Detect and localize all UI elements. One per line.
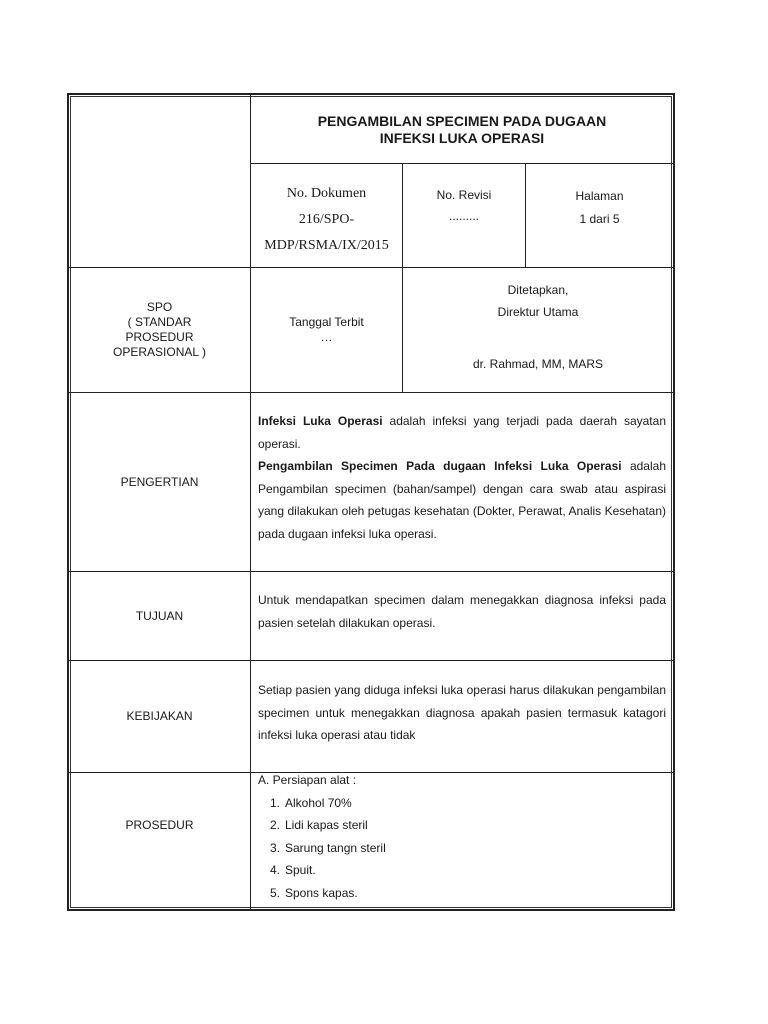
- purpose-label: TUJUAN: [135, 608, 184, 623]
- divider: [250, 163, 673, 164]
- list-item: 2. Lidi kapas steril: [269, 818, 368, 832]
- approval-label: Ditetapkan,: [507, 283, 569, 297]
- spo-line-4: OPERASIONAL ): [113, 345, 206, 359]
- issue-date-value: …: [320, 330, 333, 344]
- spo-line-2: ( STANDAR: [127, 315, 192, 329]
- purpose-text: Untuk mendapatkan specimen dalam menegakkan diagnosa infeksi pada pasien setelah dilakukan operasi.: [258, 593, 666, 630]
- page-value: 1 dari 5: [579, 212, 620, 226]
- spo-line-3: PROSEDUR: [125, 330, 194, 344]
- definition-term-2: Pengambilan Specimen Pada dugaan Infeksi Luka Operasi: [258, 459, 622, 473]
- definition-desc-1: adalah infeksi yang terjadi pada daerah sayatan operasi.: [258, 414, 666, 451]
- page-cell: [526, 185, 673, 225]
- revision-label: No. Revisi: [436, 188, 492, 202]
- document-number-line-1: 216/SPO-: [298, 212, 355, 227]
- title-line-2: INFEKSI LUKA OPERASI: [379, 129, 545, 146]
- policy-label: KEBIJAKAN: [126, 709, 193, 723]
- definition-text: [258, 410, 666, 545]
- definition-desc-2: adalah Pengambilan specimen (bahan/sampel) dengan cara swab atau aspirasi yang dilakukan oleh petugas kesehatan (Dokter, Perawat, Analis Kesehatan) pada dugaan infeksi luka operasi.: [258, 459, 666, 541]
- revision-cell: [403, 185, 525, 225]
- definition-label: PENGERTIAN: [120, 474, 199, 489]
- title-line-1: PENGAMBILAN SPECIMEN PADA DUGAAN: [317, 112, 607, 129]
- policy-text: Setiap pasien yang diduga infeksi luka operasi harus dilakukan pengambilan specimen untuk menegakkan diagnosa apakah pasien termasuk katagori infeksi luka operasi atau tidak: [258, 683, 666, 742]
- issue-date-label: Tanggal Terbit: [289, 315, 364, 329]
- page-label: Halaman: [575, 189, 624, 203]
- list-item: 1. Alkohol 70%: [269, 795, 352, 810]
- spo-label-cell: [69, 268, 250, 392]
- procedure-content: [258, 769, 666, 904]
- document-number-line-2: MDP/RSMA/IX/2015: [264, 238, 389, 253]
- document-title: [251, 96, 673, 163]
- revision-value: .........: [448, 209, 479, 223]
- definition-term-1: Infeksi Luka Operasi: [258, 414, 383, 428]
- approval-position: Direktur Utama: [497, 305, 579, 319]
- document-number-label: No. Dokumen: [286, 186, 367, 201]
- spo-line-1: SPO: [146, 300, 173, 314]
- issue-date-cell: [251, 268, 402, 392]
- document-number-cell: [251, 181, 402, 259]
- approval-signatory: dr. Rahmad, MM, MARS: [472, 357, 604, 371]
- list-item: 3. Sarung tangn steril: [269, 840, 386, 855]
- procedure-label: PROSEDUR: [125, 817, 194, 832]
- approval-cell: [403, 268, 673, 392]
- list-item: 4. Spuit.: [269, 863, 316, 877]
- procedure-heading: A. Persiapan alat :: [258, 773, 357, 787]
- list-item: 5. Spons kapas.: [269, 885, 358, 900]
- equipment-list: [258, 792, 666, 905]
